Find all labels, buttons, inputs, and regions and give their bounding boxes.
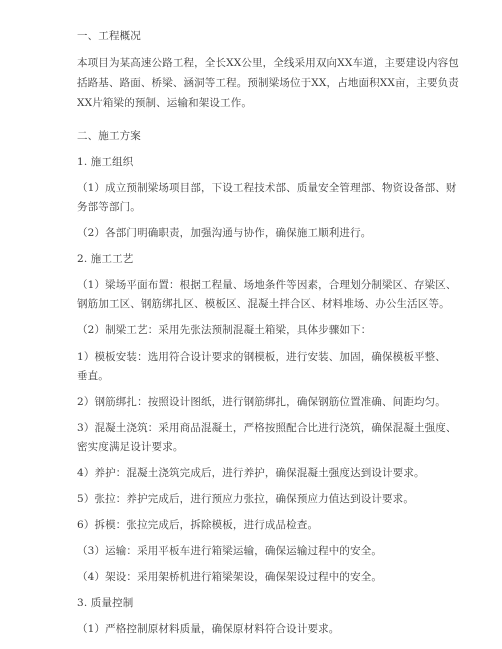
- step-item: 4）养护：混凝土浇筑完成后，进行养护，确保混凝土强度达到设计要求。: [77, 467, 425, 479]
- list-item: （1）严格控制原材料质量，确保原材料符合设计要求。: [77, 623, 340, 635]
- list-item: （2）制梁工艺：采用先张法预制混凝土箱梁，具体步骤如下：: [77, 324, 372, 336]
- list-item: （2）各部门明确职责，加强沟通与协作，确保施工顺利进行。: [77, 227, 372, 239]
- list-item-line: 务部等部门。: [77, 201, 141, 213]
- step-item-line: 密实度满足设计要求。: [77, 441, 184, 453]
- section-heading-overview: 一、工程概况: [77, 30, 141, 42]
- step-item: 6）拆模：张拉完成后，拆除模板，进行成品检查。: [77, 519, 319, 531]
- list-item-line: （1）成立预制梁场项目部，下设工程技术部、质量安全管理部、物资设备部、财: [77, 182, 457, 194]
- list-item: （4）架设：采用架桥机进行箱梁架设，确保架设过程中的安全。: [77, 571, 383, 583]
- step-item-line: 1）模板安装：选用符合设计要求的钢模板，进行安装、加固，确保模板平整、: [77, 351, 446, 363]
- step-item: 2）钢筋绑扎：按照设计图纸，进行钢筋绑扎，确保钢筋位置准确、间距均匀。: [77, 396, 446, 408]
- subheading-organization: 1. 施工组织: [77, 156, 134, 168]
- subheading-quality-control: 3. 质量控制: [77, 597, 134, 609]
- subheading-process: 2. 施工工艺: [77, 253, 134, 265]
- list-item: （3）运输：采用平板车进行箱梁运输，确保运输过程中的安全。: [77, 545, 383, 557]
- list-item-line: 钢筋加工区、钢筋绑扎区、模板区、混凝土拌合区、材料堆场、办公生活区等。: [77, 298, 450, 310]
- step-item: 5）张拉：养护完成后，进行预应力张拉，确保预应力值达到设计要求。: [77, 493, 414, 505]
- overview-paragraph-line: XX片箱梁的预制、运输和架设工作。: [77, 97, 252, 109]
- section-heading-plan: 二、施工方案: [77, 130, 141, 142]
- step-item-line: 3）混凝土浇筑：采用商品混凝土，严格按照配合比进行浇筑，确保混凝土强度、: [77, 422, 457, 434]
- overview-paragraph-line: 括路基、路面、桥梁、涵洞等工程。预制梁场位于XX，占地面积XX亩，主要负责: [77, 77, 459, 89]
- step-item-line: 垂直。: [77, 370, 109, 382]
- list-item-line: （1）梁场平面布置：根据工程量、场地条件等因素，合理划分制梁区、存梁区、: [77, 279, 457, 291]
- overview-paragraph-line: 本项目为某高速公路工程，全长XX公里，全线采用双向XX车道，主要建设内容包: [77, 57, 459, 69]
